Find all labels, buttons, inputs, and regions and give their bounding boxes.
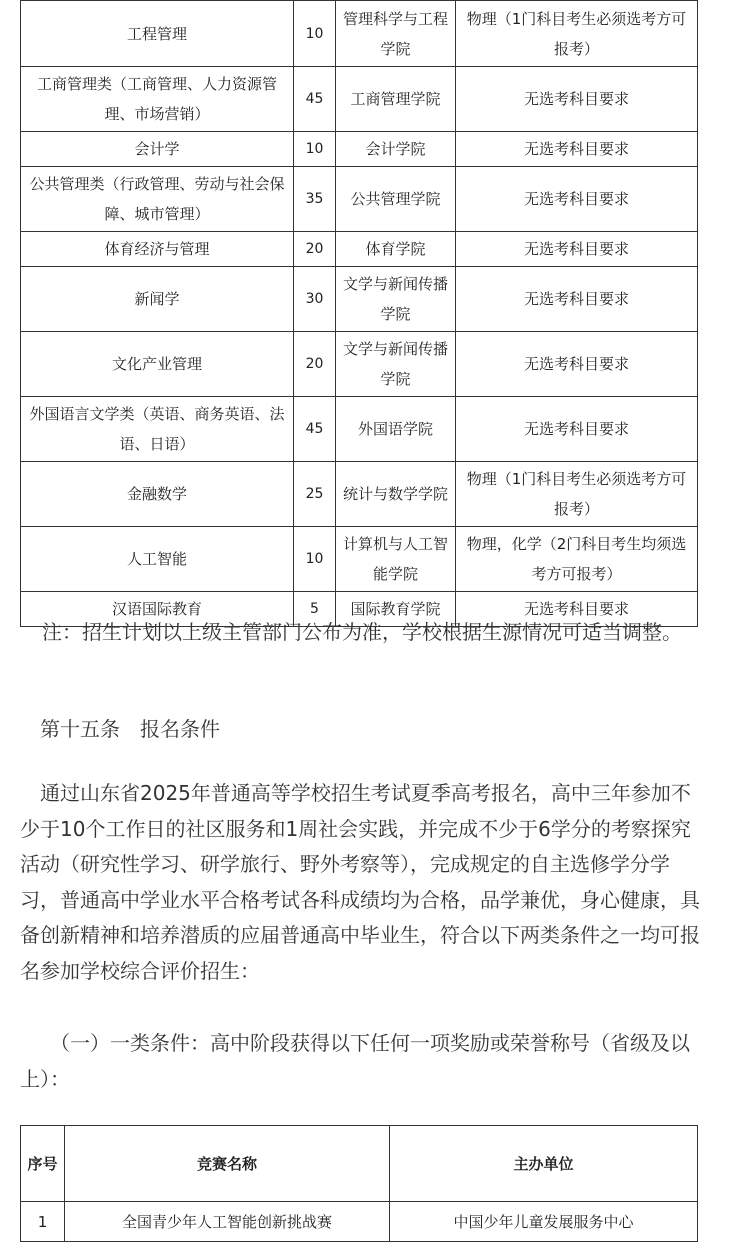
college-name: 文学与新闻传播学院 [336, 267, 456, 332]
plan-note: 注：招生计划以上级主管部门公布为准，学校根据生源情况可适当调整。 [42, 620, 682, 644]
competition-organizer: 中国少年儿童发展服务中心 [390, 1202, 698, 1242]
eligibility-paragraph: 通过山东省2025年普通高等学校招生考试夏季高考报名，高中三年参加不少于10个工作日的社区服务和1周社会实践，并完成不少于6学分的考察探究活动（研究性学习、研学旅行、野外考察等），完成规定的自主选修学分学习，普通高中学业水平合格考试各科成绩均为合格，品学兼优，身心健康，具备创新精神和培养潜质的应届普通高中毕业生，符合以下两类条件之一均可报名参加学校综合评价招生： [20, 781, 700, 983]
table-row [21, 167, 698, 232]
category-one-heading: （一）一类条件：高中阶段获得以下任何一项奖励或荣誉称号（省级及以上）： [20, 1031, 690, 1091]
plan-count: 25 [294, 462, 336, 527]
table-header-row [21, 1126, 698, 1202]
plan-count: 10 [294, 1, 336, 67]
college-name: 公共管理学院 [336, 167, 456, 232]
college-name: 统计与数学学院 [336, 462, 456, 527]
major-name: 会计学 [21, 132, 294, 167]
subject-requirement: 无选考科目要求 [456, 397, 698, 462]
table-row [21, 67, 698, 132]
college-name: 体育学院 [336, 232, 456, 267]
table-row [21, 1202, 698, 1242]
subject-requirement: 无选考科目要求 [456, 132, 698, 167]
major-name: 外国语言文学类（英语、商务英语、法语、日语） [21, 397, 294, 462]
major-name: 工商管理类（工商管理、人力资源管理、市场营销） [21, 67, 294, 132]
plan-count: 30 [294, 267, 336, 332]
article-heading: 第十五条 报名条件 [40, 717, 220, 741]
subject-requirement: 物理（1门科目考生必须选考方可报考） [456, 1, 698, 67]
major-name: 新闻学 [21, 267, 294, 332]
column-header-competition: 竞赛名称 [65, 1126, 390, 1202]
college-name: 会计学院 [336, 132, 456, 167]
major-name: 人工智能 [21, 527, 294, 592]
subject-requirement: 无选考科目要求 [456, 592, 698, 627]
plan-count: 10 [294, 527, 336, 592]
college-name: 外国语学院 [336, 397, 456, 462]
college-name: 国际教育学院 [336, 592, 456, 627]
plan-count: 35 [294, 167, 336, 232]
table-row [21, 397, 698, 462]
major-name: 金融数学 [21, 462, 294, 527]
subject-requirement: 无选考科目要求 [456, 332, 698, 397]
college-name: 管理科学与工程学院 [336, 1, 456, 67]
plan-count: 20 [294, 332, 336, 397]
column-header-index: 序号 [21, 1126, 65, 1202]
table-row [21, 462, 698, 527]
subject-requirement: 无选考科目要求 [456, 267, 698, 332]
major-plan-body [21, 1, 698, 627]
competition-index: 1 [21, 1202, 65, 1242]
plan-count: 5 [294, 592, 336, 627]
major-plan-table [20, 0, 698, 627]
subject-requirement: 无选考科目要求 [456, 67, 698, 132]
table-row [21, 132, 698, 167]
college-name: 文学与新闻传播学院 [336, 332, 456, 397]
major-name: 汉语国际教育 [21, 592, 294, 627]
college-name: 计算机与人工智能学院 [336, 527, 456, 592]
table-row [21, 267, 698, 332]
plan-count: 45 [294, 67, 336, 132]
table-row [21, 232, 698, 267]
major-name: 文化产业管理 [21, 332, 294, 397]
plan-count: 20 [294, 232, 336, 267]
competition-table [20, 1125, 698, 1242]
major-name: 体育经济与管理 [21, 232, 294, 267]
major-name: 工程管理 [21, 1, 294, 67]
subject-requirement: 物理（1门科目考生必须选考方可报考） [456, 462, 698, 527]
column-header-organizer: 主办单位 [390, 1126, 698, 1202]
competition-name: 全国青少年人工智能创新挑战赛 [65, 1202, 390, 1242]
college-name: 工商管理学院 [336, 67, 456, 132]
competition-body [21, 1126, 698, 1242]
subject-requirement: 无选考科目要求 [456, 167, 698, 232]
major-name: 公共管理类（行政管理、劳动与社会保障、城市管理） [21, 167, 294, 232]
subject-requirement: 物理，化学（2门科目考生均须选考方可报考） [456, 527, 698, 592]
plan-count: 10 [294, 132, 336, 167]
subject-requirement: 无选考科目要求 [456, 232, 698, 267]
plan-count: 45 [294, 397, 336, 462]
table-row [21, 332, 698, 397]
table-row [21, 1, 698, 67]
table-row [21, 527, 698, 592]
